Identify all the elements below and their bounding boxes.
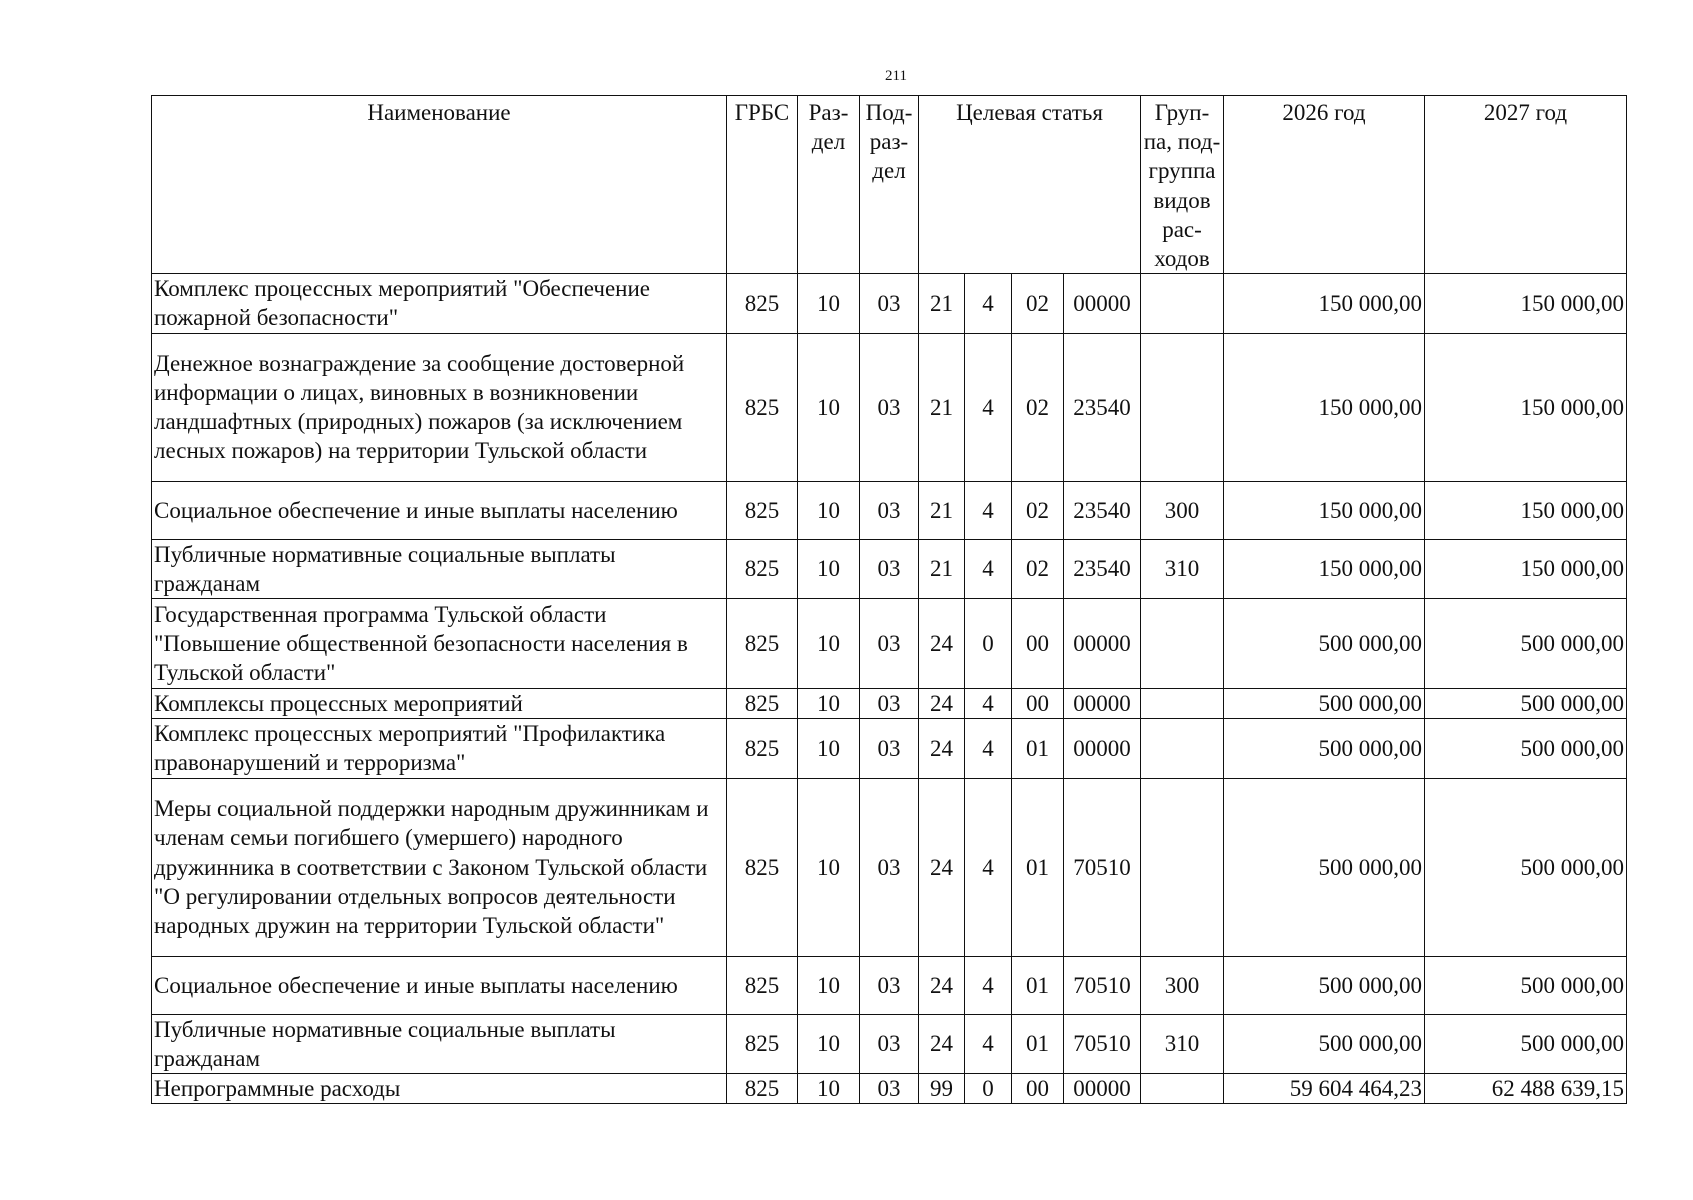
cell-group [1141,778,1224,956]
cell-group: 300 [1141,956,1224,1014]
cell-2027: 500 000,00 [1425,599,1627,689]
cell-target-1: 21 [919,539,965,598]
header-2027: 2027 год [1425,96,1627,274]
cell-grbs: 825 [727,956,798,1014]
cell-target-3: 00 [1012,689,1064,719]
table-row [152,274,1627,333]
header-podrazdel: Под- раз- дел [860,96,919,274]
header-name: Наименование [152,96,727,274]
cell-target-3: 02 [1012,481,1064,539]
table-row [152,539,1627,598]
cell-target-2: 4 [965,274,1012,333]
cell-target-2: 4 [965,1014,1012,1073]
cell-target-3: 00 [1012,599,1064,689]
cell-grbs: 825 [727,1074,798,1104]
table-row [152,333,1627,481]
cell-podrazdel: 03 [860,956,919,1014]
cell-podrazdel: 03 [860,689,919,719]
header-group: Груп- па, под- группа видов рас- ходов [1141,96,1224,274]
table-row [152,599,1627,689]
cell-group: 310 [1141,1014,1224,1073]
cell-target-1: 24 [919,599,965,689]
cell-target-3: 01 [1012,719,1064,778]
cell-target-4: 00000 [1064,719,1141,778]
cell-2026: 500 000,00 [1224,956,1425,1014]
cell-name: Социальное обеспечение и иные выплаты населению [152,481,727,539]
cell-target-2: 4 [965,778,1012,956]
table-row [152,1074,1627,1104]
cell-razdel: 10 [798,481,860,539]
cell-razdel: 10 [798,689,860,719]
cell-podrazdel: 03 [860,1014,919,1073]
cell-group: 310 [1141,539,1224,598]
cell-target-4: 23540 [1064,481,1141,539]
cell-2026: 500 000,00 [1224,778,1425,956]
cell-podrazdel: 03 [860,274,919,333]
cell-2027: 150 000,00 [1425,539,1627,598]
table-body [152,274,1627,1104]
cell-target-3: 02 [1012,333,1064,481]
header-2026: 2026 год [1224,96,1425,274]
cell-2027: 150 000,00 [1425,333,1627,481]
cell-razdel: 10 [798,599,860,689]
cell-target-3: 02 [1012,539,1064,598]
cell-razdel: 10 [798,539,860,598]
cell-target-2: 4 [965,689,1012,719]
cell-podrazdel: 03 [860,539,919,598]
cell-2027: 62 488 639,15 [1425,1074,1627,1104]
cell-target-2: 0 [965,1074,1012,1104]
cell-grbs: 825 [727,481,798,539]
cell-2026: 150 000,00 [1224,333,1425,481]
cell-target-3: 02 [1012,274,1064,333]
cell-target-4: 00000 [1064,274,1141,333]
cell-razdel: 10 [798,719,860,778]
cell-razdel: 10 [798,778,860,956]
cell-2026: 150 000,00 [1224,481,1425,539]
cell-target-1: 24 [919,956,965,1014]
cell-grbs: 825 [727,719,798,778]
cell-name: Комплексы процессных мероприятий [152,689,727,719]
cell-2027: 150 000,00 [1425,274,1627,333]
cell-2026: 500 000,00 [1224,689,1425,719]
cell-target-4: 00000 [1064,689,1141,719]
cell-grbs: 825 [727,689,798,719]
cell-2027: 500 000,00 [1425,956,1627,1014]
cell-target-3: 01 [1012,956,1064,1014]
table-row [152,1014,1627,1073]
table-row [152,956,1627,1014]
cell-group [1141,689,1224,719]
cell-2026: 500 000,00 [1224,599,1425,689]
cell-name: Меры социальной поддержки народным дружинникам и членам семьи погибшего (умершего) народного дружинника в соответствии с Законом Тульской области "О регулировании отдельных вопросов деятельности народных дружин на территории Тульской области" [152,778,727,956]
cell-2027: 500 000,00 [1425,778,1627,956]
cell-podrazdel: 03 [860,599,919,689]
cell-2026: 500 000,00 [1224,1014,1425,1073]
cell-name: Публичные нормативные социальные выплаты гражданам [152,539,727,598]
cell-target-2: 4 [965,333,1012,481]
cell-name: Денежное вознаграждение за сообщение достоверной информации о лицах, виновных в возникновении ландшафтных (природных) пожаров (за исключением лесных пожаров) на территории Тульской области [152,333,727,481]
cell-grbs: 825 [727,1014,798,1073]
page-number: 211 [885,68,907,84]
table-row [152,719,1627,778]
cell-name: Комплекс процессных мероприятий "Обеспечение пожарной безопасности" [152,274,727,333]
table-header-row [152,96,1627,274]
table-row [152,481,1627,539]
budget-table [151,95,1627,1104]
cell-target-4: 00000 [1064,1074,1141,1104]
cell-target-1: 24 [919,689,965,719]
cell-group [1141,274,1224,333]
cell-target-1: 24 [919,778,965,956]
cell-grbs: 825 [727,274,798,333]
cell-razdel: 10 [798,1074,860,1104]
cell-target-4: 70510 [1064,778,1141,956]
cell-target-4: 23540 [1064,333,1141,481]
cell-target-2: 4 [965,956,1012,1014]
cell-group [1141,599,1224,689]
cell-podrazdel: 03 [860,778,919,956]
cell-target-4: 00000 [1064,599,1141,689]
cell-group: 300 [1141,481,1224,539]
cell-razdel: 10 [798,956,860,1014]
cell-target-1: 24 [919,719,965,778]
cell-target-1: 24 [919,1014,965,1073]
cell-2026: 500 000,00 [1224,719,1425,778]
cell-target-2: 4 [965,719,1012,778]
cell-group [1141,719,1224,778]
cell-razdel: 10 [798,1014,860,1073]
cell-grbs: 825 [727,333,798,481]
cell-target-1: 99 [919,1074,965,1104]
cell-group [1141,333,1224,481]
cell-name: Социальное обеспечение и иные выплаты населению [152,956,727,1014]
cell-target-1: 21 [919,333,965,481]
cell-razdel: 10 [798,274,860,333]
cell-group [1141,1074,1224,1104]
cell-target-4: 70510 [1064,1014,1141,1073]
cell-target-1: 21 [919,274,965,333]
cell-name: Государственная программа Тульской области "Повышение общественной безопасности населения в Тульской области" [152,599,727,689]
cell-target-3: 01 [1012,1014,1064,1073]
table-row [152,778,1627,956]
cell-target-2: 0 [965,599,1012,689]
cell-grbs: 825 [727,599,798,689]
header-razdel: Раз- дел [798,96,860,274]
cell-2027: 500 000,00 [1425,1014,1627,1073]
cell-2026: 59 604 464,23 [1224,1074,1425,1104]
cell-podrazdel: 03 [860,333,919,481]
cell-target-3: 00 [1012,1074,1064,1104]
cell-name: Комплекс процессных мероприятий "Профилактика правонарушений и терроризма" [152,719,727,778]
cell-grbs: 825 [727,539,798,598]
cell-name: Непрограммные расходы [152,1074,727,1104]
cell-podrazdel: 03 [860,1074,919,1104]
cell-grbs: 825 [727,778,798,956]
cell-podrazdel: 03 [860,719,919,778]
cell-target-4: 70510 [1064,956,1141,1014]
cell-podrazdel: 03 [860,481,919,539]
cell-2027: 500 000,00 [1425,689,1627,719]
cell-razdel: 10 [798,333,860,481]
header-target: Целевая статья [919,96,1141,274]
cell-target-3: 01 [1012,778,1064,956]
cell-target-2: 4 [965,481,1012,539]
cell-2026: 150 000,00 [1224,539,1425,598]
cell-name: Публичные нормативные социальные выплаты гражданам [152,1014,727,1073]
cell-2027: 150 000,00 [1425,481,1627,539]
table-row [152,689,1627,719]
cell-target-2: 4 [965,539,1012,598]
cell-target-1: 21 [919,481,965,539]
cell-2027: 500 000,00 [1425,719,1627,778]
cell-target-4: 23540 [1064,539,1141,598]
cell-2026: 150 000,00 [1224,274,1425,333]
header-grbs: ГРБС [727,96,798,274]
